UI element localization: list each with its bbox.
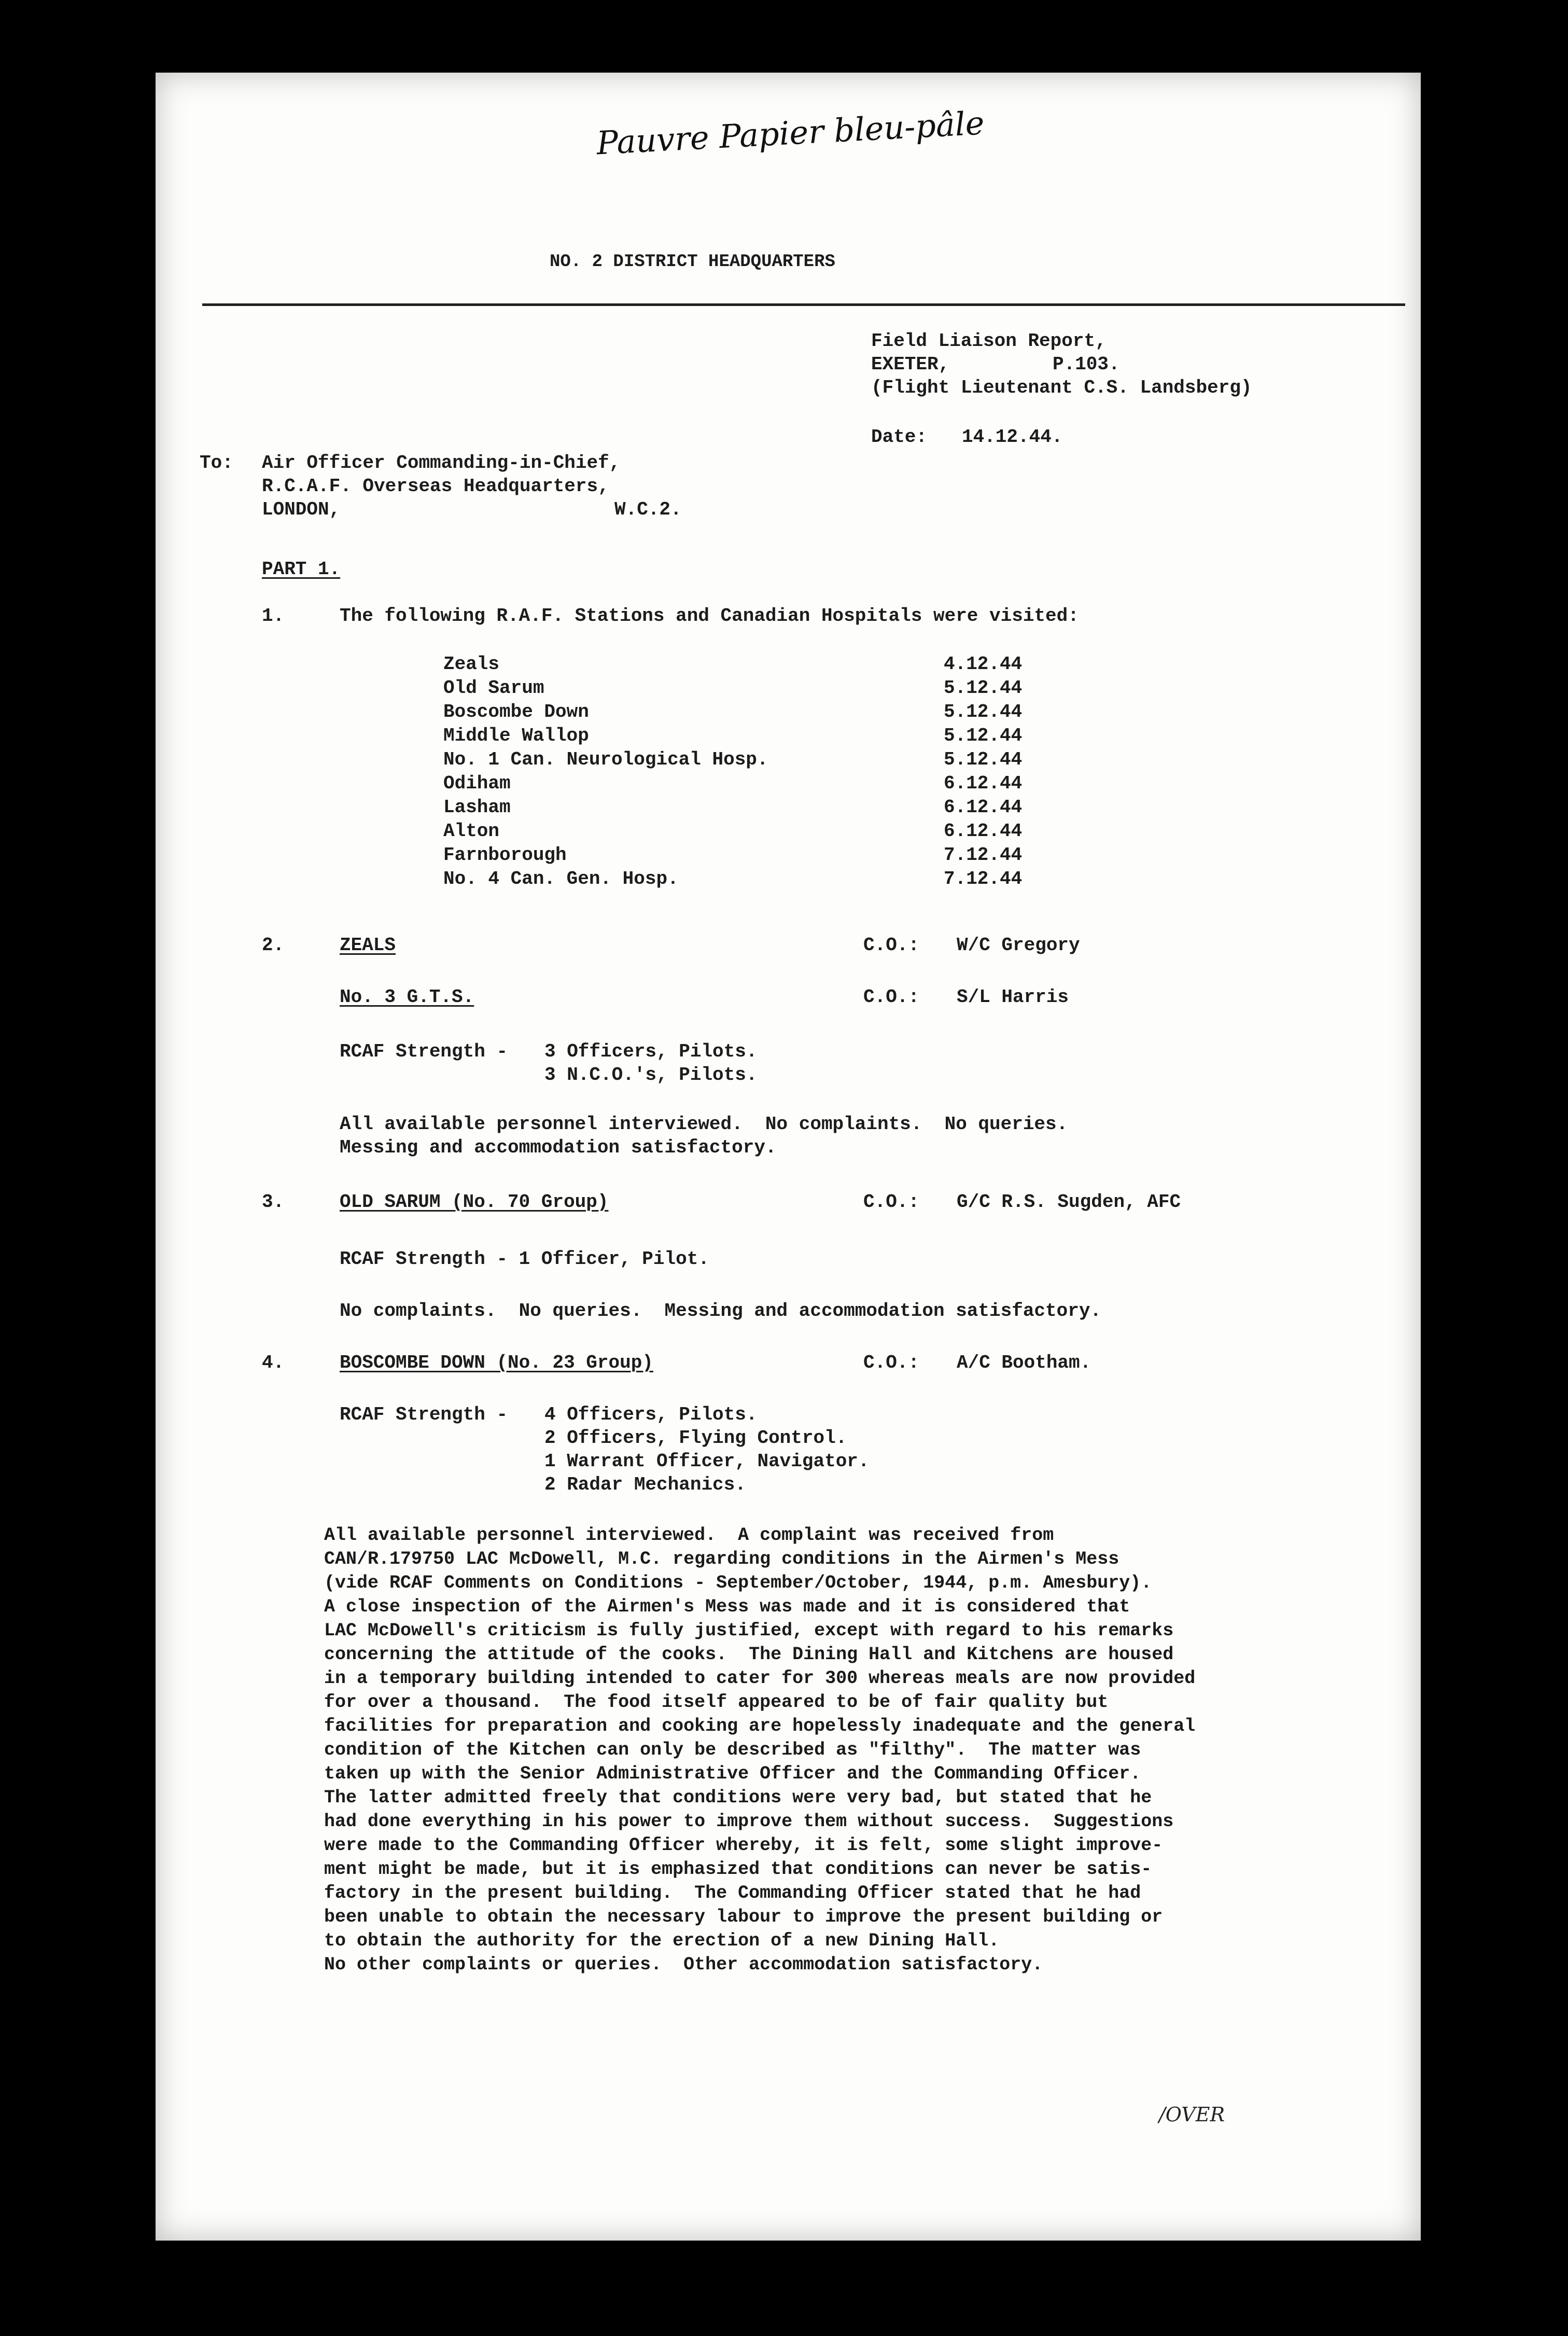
visit-station-name: Odiham [443, 773, 511, 794]
body-line: facilities for preparation and cooking are hopelessly inadequate and the general [324, 1716, 1196, 1736]
handwritten-note: Pauvre Papier bleu-pâle [595, 104, 986, 162]
visit-station-name: Middle Wallop [443, 725, 589, 746]
body-line: The latter admitted freely that conditions were very bad, but stated that he [324, 1787, 1152, 1808]
section3-station: OLD SARUM (No. 70 Group) [340, 1191, 609, 1213]
report-officer: (Flight Lieutenant C.S. Landsberg) [871, 377, 1252, 398]
body-line: No other complaints or queries. Other accommodation satisfactory. [324, 1954, 1043, 1975]
visit-station-name: No. 1 Can. Neurological Hosp. [443, 749, 768, 770]
body-line: in a temporary building intended to cater for 300 whereas meals are now provided [324, 1668, 1196, 1689]
section2-strength-label: RCAF Strength - [340, 1041, 508, 1062]
to-label: To: [200, 452, 233, 474]
section2-co: W/C Gregory [957, 935, 1080, 956]
body-line: to obtain the authority for the erection of a new Dining Hall. [324, 1930, 1000, 1951]
part-heading: PART 1. [262, 559, 341, 580]
body-line: ment might be made, but it is emphasized that conditions can never be satis- [324, 1859, 1152, 1880]
section2-co-label: C.O.: [863, 935, 920, 956]
visit-station-name: Old Sarum [443, 677, 544, 699]
section2-strength2: 3 N.C.O.'s, Pilots. [544, 1064, 758, 1086]
section4-co-label: C.O.: [863, 1352, 920, 1373]
body-line: LAC McDowell's criticism is fully justified, except with regard to his remarks [324, 1620, 1174, 1641]
visit-station-name: Boscombe Down [443, 701, 589, 722]
section2-strength1: 3 Officers, Pilots. [544, 1041, 758, 1062]
visit-date: 5.12.44 [944, 701, 1023, 722]
section4-co: A/C Bootham. [957, 1352, 1091, 1373]
visit-date: 6.12.44 [944, 773, 1023, 794]
visit-station-name: Alton [443, 821, 500, 842]
visit-station-name: No. 4 Can. Gen. Hosp. [443, 868, 679, 889]
section2-number: 2. [262, 935, 285, 956]
body-line: factory in the present building. The Commanding Officer stated that he had [324, 1883, 1141, 1903]
visit-station-name: Farnborough [443, 844, 567, 866]
section2-remarks2: Messing and accommodation satisfactory. [340, 1137, 777, 1158]
visit-date: 4.12.44 [944, 653, 1023, 675]
visit-station-name: Lasham [443, 797, 511, 818]
header-rule [202, 303, 1405, 306]
date-label: Date: [871, 426, 928, 448]
body-line: been unable to obtain the necessary labour to improve the present building or [324, 1907, 1163, 1927]
body-line: were made to the Commanding Officer whereby, it is felt, some slight improve- [324, 1835, 1163, 1856]
addressee-city: LONDON, [262, 499, 341, 520]
visit-date: 5.12.44 [944, 725, 1023, 746]
visit-station-name: Zeals [443, 653, 500, 675]
body-line: had done everything in his power to improve them without success. Suggestions [324, 1811, 1174, 1832]
visit-date: 6.12.44 [944, 797, 1023, 818]
section2-station: ZEALS [340, 935, 396, 956]
visit-date: 7.12.44 [944, 844, 1023, 866]
section1-intro: The following R.A.F. Stations and Canadian Hospitals were visited: [340, 605, 1079, 627]
section4-station: BOSCOMBE DOWN (No. 23 Group) [340, 1352, 653, 1373]
section3-co: G/C R.S. Sugden, AFC [957, 1191, 1181, 1213]
section3-remarks: No complaints. No queries. Messing and accommodation satisfactory. [340, 1300, 1102, 1322]
addressee-line1: Air Officer Commanding-in-Chief, [262, 452, 621, 474]
section2-unit-co: S/L Harris [957, 986, 1069, 1008]
report-line1: Field Liaison Report, [871, 330, 1107, 352]
report-place: EXETER, [871, 354, 950, 375]
addressee-code: W.C.2. [614, 499, 682, 520]
document-page [156, 73, 1421, 2241]
section4-number: 4. [262, 1352, 285, 1373]
section3-strength: RCAF Strength - 1 Officer, Pilot. [340, 1248, 709, 1270]
body-line: for over a thousand. The food itself appeared to be of fair quality but [324, 1692, 1109, 1713]
body-line: concerning the attitude of the cooks. The Dining Hall and Kitchens are housed [324, 1644, 1174, 1665]
section2-remarks1: All available personnel interviewed. No complaints. No queries. [340, 1114, 1068, 1135]
body-line: CAN/R.179750 LAC McDowell, M.C. regarding conditions in the Airmen's Mess [324, 1549, 1119, 1569]
section3-number: 3. [262, 1191, 285, 1213]
section4-strength1: 4 Officers, Pilots. [544, 1404, 758, 1425]
section3-co-label: C.O.: [863, 1191, 920, 1213]
section2-unit: No. 3 G.T.S. [340, 986, 474, 1008]
body-line: All available personnel interviewed. A complaint was received from [324, 1525, 1054, 1546]
header-title: NO. 2 DISTRICT HEADQUARTERS [550, 252, 835, 272]
section1-number: 1. [262, 605, 285, 627]
report-date: 14.12.44. [962, 426, 1063, 448]
visit-date: 5.12.44 [944, 677, 1023, 699]
addressee-line2: R.C.A.F. Overseas Headquarters, [262, 476, 609, 497]
over-mark: /OVER [1159, 2103, 1225, 2126]
body-line: A close inspection of the Airmen's Mess was made and it is considered that [324, 1596, 1130, 1617]
report-page-ref: P.103. [1053, 354, 1120, 375]
body-line: condition of the Kitchen can only be described as "filthy". The matter was [324, 1740, 1141, 1760]
body-line: taken up with the Senior Administrative Officer and the Commanding Officer. [324, 1763, 1141, 1784]
visit-date: 5.12.44 [944, 749, 1023, 770]
section4-strength3: 1 Warrant Officer, Navigator. [544, 1451, 870, 1472]
section2-unit-co-label: C.O.: [863, 986, 920, 1008]
section4-strength-label: RCAF Strength - [340, 1404, 508, 1425]
section4-strength2: 2 Officers, Flying Control. [544, 1427, 847, 1449]
body-line: (vide RCAF Comments on Conditions - September/October, 1944, p.m. Amesbury). [324, 1573, 1152, 1593]
visit-date: 7.12.44 [944, 868, 1023, 889]
section4-strength4: 2 Radar Mechanics. [544, 1474, 746, 1495]
visit-date: 6.12.44 [944, 821, 1023, 842]
